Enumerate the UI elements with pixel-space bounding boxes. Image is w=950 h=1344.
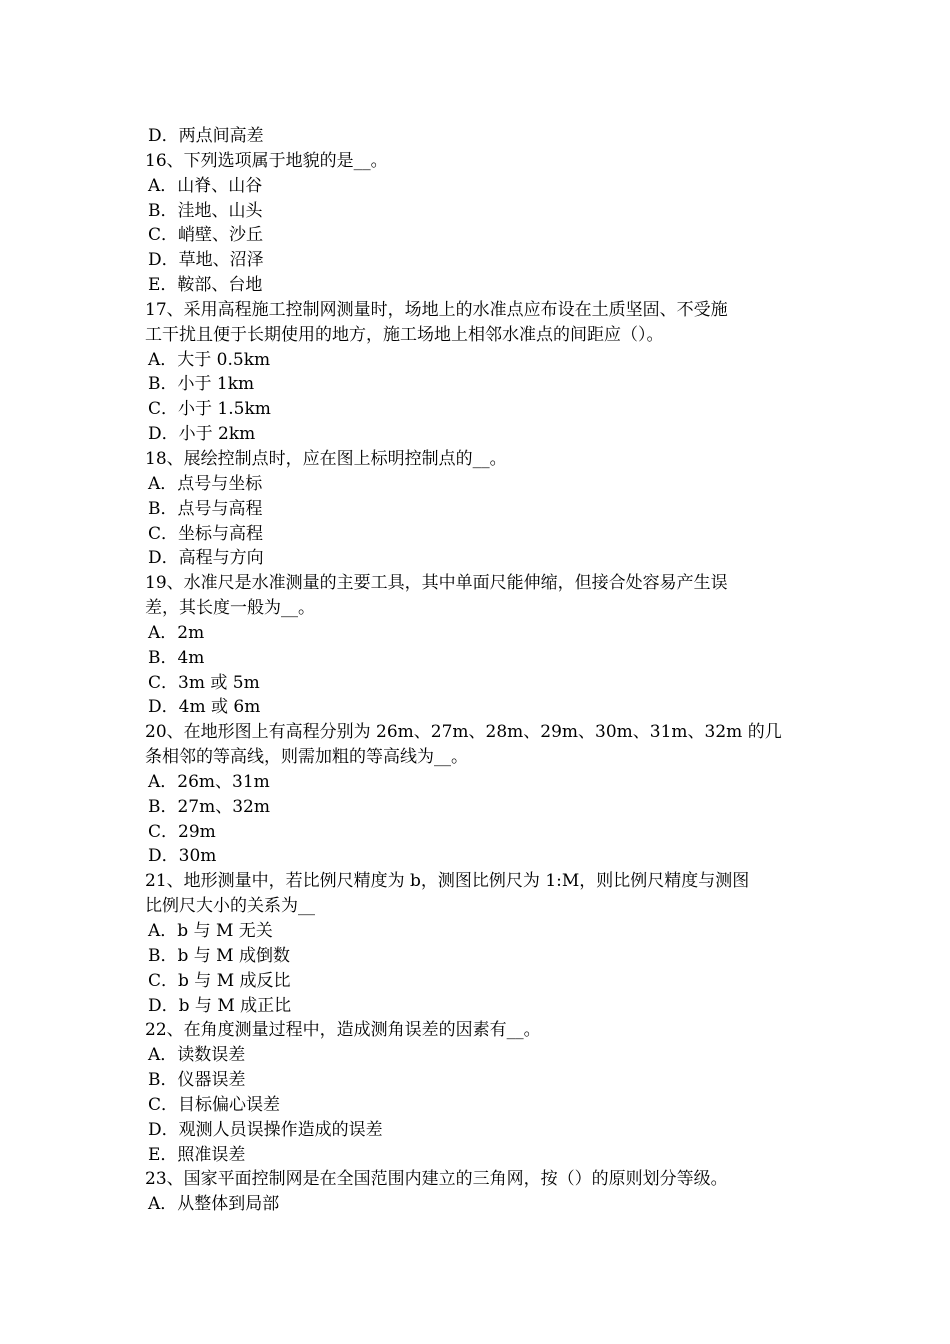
question-text: 21、地形测量中，若比例尺精度为 b，测图比例尺为 1:M，则比例尺精度与测图 [145,871,750,892]
answer-option: D．30m [148,846,217,867]
answer-option: D．草地、沼泽 [148,250,264,271]
question-text: 差，其长度一般为__。 [145,598,315,619]
answer-option: A．山脊、山谷 [148,175,263,196]
question-text: 19、水准尺是水准测量的主要工具，其中单面尺能伸缩，但接合处容易产生误 [145,573,728,594]
answer-option: B．仪器误差 [148,1070,246,1091]
answer-option: A．2m [148,622,205,643]
answer-option: C．29m [148,821,216,842]
answer-option: B．4m [148,647,205,668]
question-text: 条相邻的等高线，则需加粗的等高线为__。 [145,747,468,768]
question-text: 20、在地形图上有高程分别为 26m、27m、28m、29m、30m、31m、32m 的几 [145,722,782,743]
answer-option: A．点号与坐标 [148,473,263,494]
answer-option: D．b 与 M 成正比 [148,995,292,1016]
question-text: 17、采用高程施工控制网测量时，场地上的水准点应布设在土质坚固、不受施 [145,299,728,320]
question-text: 22、在角度测量过程中，造成测角误差的因素有__。 [145,1020,541,1041]
document-page [145,124,815,1217]
answer-option: A．大于 0.5km [148,349,271,370]
answer-option: E．鞍部、台地 [148,275,263,296]
answer-option: B．b 与 M 成倒数 [148,945,290,966]
answer-option: A．读数误差 [148,1045,246,1066]
question-text: 比例尺大小的关系为__ [145,896,315,917]
answer-option: D．小于 2km [148,424,256,445]
answer-option: D．高程与方向 [148,548,264,569]
answer-option: B．小于 1km [148,374,255,395]
answer-option: D．4m 或 6m [148,697,261,718]
question-text: 23、国家平面控制网是在全国范围内建立的三角网，按（）的原则划分等级。 [145,1169,728,1190]
answer-option: B．洼地、山头 [148,200,263,221]
answer-option: D．两点间高差 [148,126,264,146]
answer-option: C．小于 1.5km [148,399,271,420]
question-text: 18、展绘控制点时，应在图上标明控制点的__。 [145,448,507,469]
answer-option: C．b 与 M 成反比 [148,970,291,991]
question-text: 工干扰且便于长期使用的地方，施工场地上相邻水准点的间距应（）。 [145,324,664,345]
answer-option: E．照准误差 [148,1144,246,1165]
answer-option: A．从整体到局部 [148,1194,280,1215]
answer-option: C．坐标与高程 [148,523,264,544]
answer-option: A．b 与 M 无关 [148,921,273,941]
answer-option: C．峭壁、沙丘 [148,225,264,246]
answer-option: C．3m 或 5m [148,672,260,693]
answer-option: A．26m、31m [148,771,270,792]
answer-option: C．目标偏心误差 [148,1094,281,1115]
answer-option: B．27m、32m [148,796,270,817]
question-text: 16、下列选项属于地貌的是__。 [145,150,388,171]
answer-option: D．观测人员误操作造成的误差 [148,1119,383,1140]
answer-option: B．点号与高程 [148,498,263,519]
